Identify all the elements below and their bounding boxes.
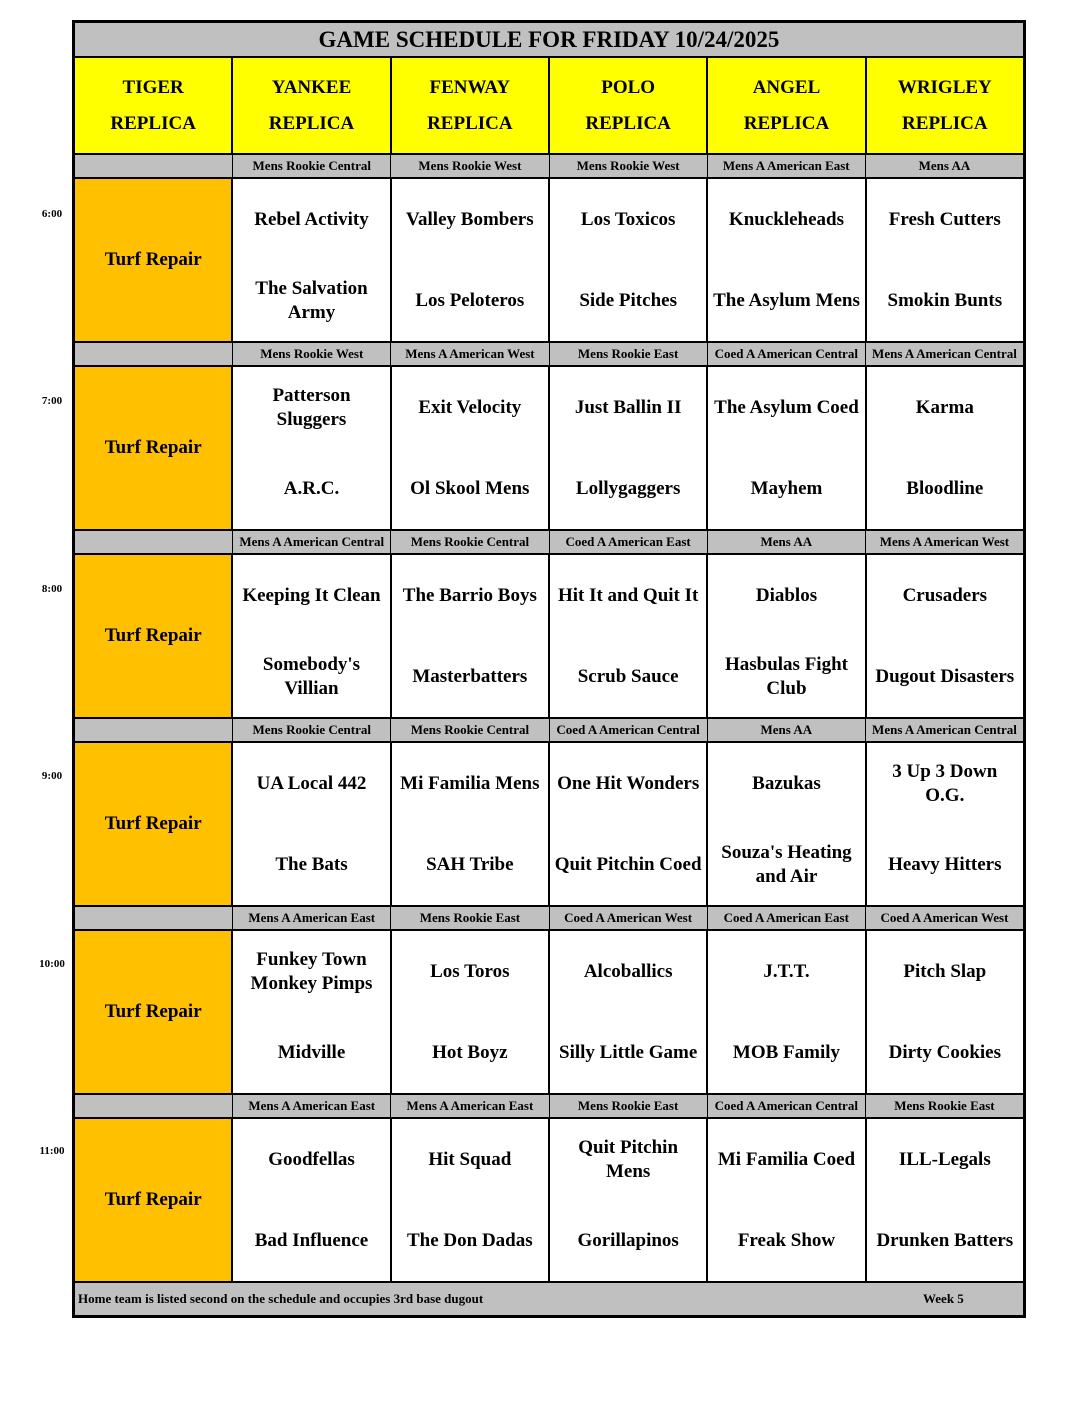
footer-bar [75, 1283, 1023, 1315]
division-row [75, 343, 1023, 367]
game-cell [708, 555, 866, 717]
away-team: One Hit Wonders [557, 772, 700, 794]
home-team: Souza's Heating and Air [721, 841, 852, 887]
home-team: Bloodline [906, 477, 984, 499]
game-cell [392, 555, 550, 717]
field-name: YANKEE [271, 76, 352, 98]
turf-repair-cell: Turf Repair [75, 931, 233, 1093]
schedule-title: GAME SCHEDULE FOR FRIDAY 10/24/2025 [75, 23, 1023, 58]
home-team: Drunken Batters [876, 1229, 1014, 1251]
home-team: Smokin Bunts [887, 289, 1003, 311]
time-slot-row [75, 743, 1023, 907]
away-team: Diablos [755, 584, 818, 606]
week-label: Week 5 [923, 1291, 964, 1306]
game-cell [233, 179, 391, 341]
home-team: Dirty Cookies [888, 1041, 1001, 1063]
division-label: Mens Rookie East [391, 907, 549, 929]
division-blank-cell [75, 907, 233, 929]
division-label: Mens Rookie Central [391, 531, 549, 553]
field-name: ANGEL [752, 76, 821, 98]
away-team: Hit It and Quit It [557, 584, 699, 606]
field-type: REPLICA [902, 112, 988, 134]
game-cell [708, 1119, 866, 1281]
field-header-polo [550, 58, 708, 153]
time-label: 10:00 [39, 957, 65, 970]
division-label: Coed A American Central [708, 1095, 866, 1117]
time-slot-row [75, 931, 1023, 1095]
home-team: The Don Dadas [406, 1229, 533, 1251]
away-team: Mi Familia Coed [717, 1148, 856, 1170]
game-cell [708, 931, 866, 1093]
field-header-wrigley [867, 58, 1023, 153]
game-cell [550, 1119, 708, 1281]
away-team: Alcoballics [583, 960, 673, 982]
away-team: Los Toxicos [580, 208, 676, 230]
field-type: REPLICA [743, 112, 830, 134]
away-team: The Barrio Boys [402, 584, 537, 606]
game-cell [392, 367, 550, 529]
division-label: Coed A American West [550, 907, 708, 929]
division-label: Mens A American Central [872, 722, 1017, 737]
field-type: REPLICA [427, 112, 513, 134]
game-cell [867, 743, 1023, 905]
away-team: Valley Bombers [406, 208, 534, 230]
home-team: Hot Boyz [432, 1041, 508, 1063]
home-team: Lollygaggers [575, 477, 681, 499]
home-team: Side Pitches [579, 289, 677, 311]
turf-repair-cell: Turf Repair [75, 555, 233, 717]
game-cell [233, 555, 391, 717]
game-cell [867, 179, 1023, 341]
time-label: 11:00 [39, 1145, 65, 1157]
home-team: Dugout Disasters [875, 665, 1015, 687]
game-cell [392, 1119, 550, 1281]
division-label: Mens Rookie Central [391, 719, 549, 741]
division-blank-cell [75, 1095, 233, 1117]
division-label: Mens Rookie West [391, 155, 549, 177]
division-label: Mens AA [708, 531, 866, 553]
home-team: Somebody's Villian [262, 653, 361, 699]
away-team: J.T.T. [763, 960, 810, 982]
division-label: Mens Rookie East [550, 1095, 708, 1117]
field-type: REPLICA [110, 112, 196, 134]
away-team: Quit Pitchin Mens [578, 1136, 679, 1182]
footer-note: Home team is listed second on the schedule and occupies 3rd base dugout [78, 1291, 484, 1306]
time-slot-row [75, 179, 1023, 343]
away-team: UA Local 442 [256, 772, 367, 794]
division-label: Mens Rookie East [550, 343, 708, 365]
away-team: Karma [915, 396, 974, 418]
away-team: Pitch Slap [903, 960, 987, 982]
home-team: Scrub Sauce [577, 665, 679, 687]
time-label: 8:00 [41, 582, 63, 595]
time-label: 7:00 [41, 395, 63, 408]
game-cell [233, 1119, 391, 1281]
division-label: Coed A American East [550, 531, 708, 553]
field-header-angel [708, 58, 866, 153]
division-label: Mens A American Central [872, 346, 1017, 361]
game-cell [392, 743, 550, 905]
division-label: Mens AA [708, 719, 866, 741]
home-team: Bad Influence [254, 1229, 369, 1251]
turf-repair-cell: Turf Repair [75, 367, 233, 529]
game-cell [708, 743, 866, 905]
home-team: Ol Skool Mens [410, 477, 530, 499]
game-cell [550, 931, 708, 1093]
field-name: FENWAY [429, 76, 511, 98]
away-team: Just Ballin II [574, 396, 682, 418]
game-cell [867, 931, 1023, 1093]
division-label: Mens A American Central [233, 531, 391, 553]
division-blank-cell [75, 343, 233, 365]
field-name: TIGER [122, 76, 184, 98]
division-label: Mens A American East [391, 1095, 549, 1117]
game-cell [550, 367, 708, 529]
game-cell [550, 743, 708, 905]
home-team: Hasbulas Fight Club [724, 653, 848, 699]
away-team: The Asylum Coed [714, 396, 859, 418]
time-slot-row [75, 1119, 1023, 1283]
division-blank-cell [75, 155, 233, 177]
division-label: Mens Rookie Central [233, 719, 391, 741]
field-name: WRIGLEY [897, 76, 992, 98]
time-label: 9:00 [41, 770, 63, 783]
division-label: Mens Rookie West [233, 343, 391, 365]
division-label: Mens A American West [391, 343, 549, 365]
home-team: Gorillapinos [577, 1229, 679, 1251]
division-row [75, 907, 1023, 931]
division-label: Mens A American East [708, 155, 866, 177]
time-slot-row [75, 555, 1023, 719]
division-label: Mens AA [918, 158, 971, 173]
away-team: Goodfellas [268, 1148, 355, 1170]
division-label: Mens A American West [879, 534, 1010, 549]
away-team: Patterson Sluggers [272, 384, 351, 430]
field-header-yankee [233, 58, 391, 153]
away-team: Fresh Cutters [888, 208, 1001, 230]
away-team: 3 Up 3 Down O.G. [892, 760, 998, 806]
away-team: ILL-Legals [898, 1148, 991, 1170]
home-team: The Salvation Army [255, 277, 368, 323]
game-cell [708, 179, 866, 341]
game-cell [867, 367, 1023, 529]
turf-repair-cell: Turf Repair [75, 1119, 233, 1281]
game-cell [233, 367, 391, 529]
home-team: The Bats [275, 853, 348, 875]
away-team: Hit Squad [428, 1148, 512, 1170]
away-team: Knuckleheads [728, 208, 845, 230]
game-cell [392, 931, 550, 1093]
home-team: Midville [277, 1041, 346, 1063]
home-team: Los Peloteros [415, 289, 525, 311]
away-team: Mi Familia Mens [400, 772, 540, 794]
field-type: REPLICA [268, 112, 355, 134]
game-cell [550, 555, 708, 717]
division-blank-cell [75, 719, 233, 741]
field-type: REPLICA [585, 112, 671, 134]
away-team: Exit Velocity [418, 396, 522, 418]
division-row [75, 155, 1023, 179]
division-row [75, 531, 1023, 555]
division-blank-cell [75, 531, 233, 553]
home-team: SAH Tribe [426, 853, 514, 875]
field-header-row [75, 58, 1023, 155]
division-label: Coed A American East [708, 907, 866, 929]
division-label: Mens A American East [233, 1095, 391, 1117]
away-team: Bazukas [752, 772, 821, 794]
turf-repair-cell: Turf Repair [75, 743, 233, 905]
division-label: Coed A American West [880, 910, 1009, 925]
division-label: Coed A American Central [708, 343, 866, 365]
home-team: Quit Pitchin Coed [554, 853, 702, 875]
game-cell [233, 743, 391, 905]
field-header-fenway [392, 58, 550, 153]
game-cell [867, 555, 1023, 717]
home-team: Heavy Hitters [888, 853, 1002, 875]
schedule-table [72, 20, 1026, 1318]
home-team: A.R.C. [283, 477, 340, 499]
field-header-tiger [75, 58, 233, 153]
division-row [75, 1095, 1023, 1119]
time-label: 6:00 [41, 208, 63, 220]
home-team: Masterbatters [412, 665, 528, 687]
game-cell [392, 179, 550, 341]
division-label: Mens Rookie West [550, 155, 708, 177]
away-team: Funkey Town Monkey Pimps [250, 948, 373, 994]
game-cell [233, 931, 391, 1093]
game-cell [867, 1119, 1023, 1281]
division-row [75, 719, 1023, 743]
time-slot-row [75, 367, 1023, 531]
home-team: MOB Family [732, 1041, 841, 1063]
away-team: Keeping It Clean [242, 584, 381, 606]
game-cell [550, 179, 708, 341]
home-team: The Asylum Mens [713, 289, 860, 311]
home-team: Mayhem [750, 477, 823, 499]
away-team: Los Toros [430, 960, 510, 982]
division-label: Mens A American East [233, 907, 391, 929]
away-team: Crusaders [902, 584, 988, 606]
field-name: POLO [601, 76, 656, 98]
game-cell [708, 367, 866, 529]
home-team: Freak Show [737, 1229, 836, 1251]
turf-repair-cell: Turf Repair [75, 179, 233, 341]
division-label: Mens Rookie Central [233, 155, 391, 177]
away-team: Rebel Activity [254, 208, 369, 230]
division-label: Mens Rookie East [894, 1098, 995, 1113]
home-team: Silly Little Game [559, 1041, 698, 1063]
division-label: Coed A American Central [550, 719, 708, 741]
